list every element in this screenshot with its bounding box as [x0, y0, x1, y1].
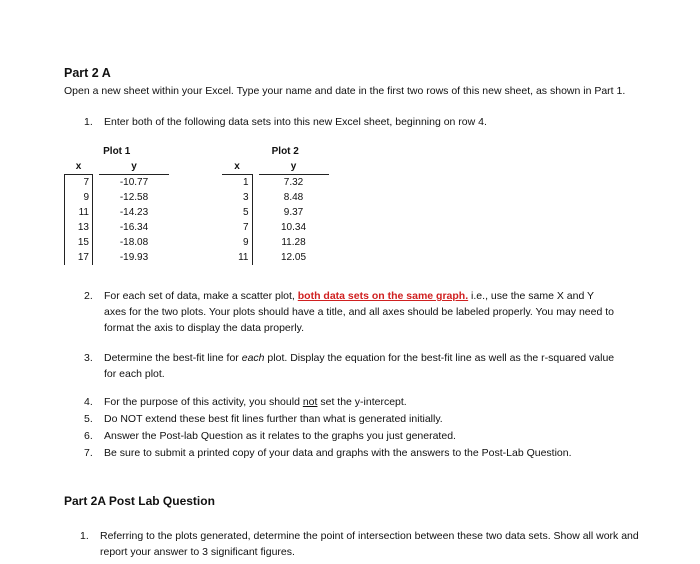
- item-text: Answer the Post-lab Question as it relates to the graphs you just generated.: [104, 430, 456, 442]
- plot2-x-header: x: [222, 159, 252, 175]
- table-row: [222, 235, 329, 250]
- plot1-y-header: y: [99, 159, 169, 175]
- instruction-item-5: [84, 411, 644, 427]
- y-value-cell: -18.08: [119, 237, 149, 248]
- part-title: Part 2 A: [64, 66, 111, 80]
- item-text: Do NOT extend these best fit lines further than what is generated initially.: [104, 413, 443, 425]
- plot2-caption: Plot 2: [271, 146, 299, 157]
- table-row: [65, 220, 170, 235]
- emphasis-text: not: [302, 396, 318, 408]
- plot1-table: [64, 144, 169, 265]
- y-value-cell: -19.93: [119, 252, 149, 263]
- y-value-cell: -10.77: [119, 177, 149, 188]
- item-text: Be sure to submit a printed copy of your data and graphs with the answers to the Post-Lab Question.: [104, 447, 572, 459]
- item-text: For each set of data, make a scatter plot,: [104, 290, 298, 302]
- x-value-cell: 1: [222, 175, 252, 191]
- y-value-cell: 7.32: [283, 177, 304, 188]
- x-value-cell: 11: [65, 205, 93, 220]
- instruction-item-6: [84, 428, 644, 444]
- instruction-item-7: [84, 445, 664, 461]
- item-number: 1.: [80, 530, 89, 542]
- instruction-item-2: [84, 288, 614, 336]
- item-number: 1.: [84, 116, 93, 128]
- x-value-cell: 3: [222, 190, 252, 205]
- table-row: [65, 205, 170, 220]
- y-value-cell: 10.34: [280, 222, 307, 233]
- item-text: Determine the best-fit line for: [104, 352, 242, 364]
- x-value-cell: 5: [222, 205, 252, 220]
- plot2-y-header: y: [259, 159, 329, 175]
- instruction-item-3: [84, 350, 624, 382]
- y-value-cell: -12.58: [119, 192, 149, 203]
- y-value-cell: 12.05: [280, 252, 307, 263]
- emphasis-text: each: [241, 352, 265, 364]
- instruction-item-4: [84, 394, 644, 410]
- table-row: [65, 235, 170, 250]
- table-row: [222, 250, 329, 265]
- x-value-cell: 15: [65, 235, 93, 250]
- table-row: [65, 250, 170, 265]
- table-row: [222, 175, 329, 191]
- x-value-cell: 11: [222, 250, 252, 265]
- item-number: 3.: [84, 352, 93, 364]
- table-row: [65, 175, 170, 191]
- post-lab-title: Part 2A Post Lab Question: [64, 494, 215, 508]
- plot1-caption: Plot 1: [103, 146, 131, 157]
- item-number: 7.: [84, 447, 93, 459]
- y-value-cell: -16.34: [119, 222, 149, 233]
- instruction-item-1: [84, 114, 644, 130]
- table-row: [222, 220, 329, 235]
- plot2-table: [222, 144, 329, 265]
- item-number: 4.: [84, 396, 93, 408]
- highlighted-text: both data sets on the same graph.: [297, 290, 469, 302]
- table-row: [65, 190, 170, 205]
- item-text: Enter both of the following data sets into this new Excel sheet, beginning on row 4.: [104, 116, 487, 128]
- item-number: 6.: [84, 430, 93, 442]
- intro-text: Open a new sheet within your Excel. Type your name and date in the first two rows of this new sheet, as shown in Part 1.: [64, 85, 626, 97]
- item-text: Referring to the plots generated, determine the point of intersection between these two data sets. Show all work and report your answer to 3 significant figures.: [100, 530, 639, 558]
- y-value-cell: 8.48: [283, 192, 304, 203]
- x-value-cell: 7: [65, 175, 93, 191]
- table-row: [222, 190, 329, 205]
- x-value-cell: 9: [65, 190, 93, 205]
- item-number: 2.: [84, 290, 93, 302]
- post-lab-item-1: [80, 528, 650, 560]
- plot1-x-header: x: [65, 159, 93, 175]
- table-row: [222, 205, 329, 220]
- x-value-cell: 9: [222, 235, 252, 250]
- item-text: i.e., use the same X and Y axes for the two plots. Your plots should have a title, and all axes should be labeled properly. You may need to format the axis to display the data properly.: [104, 290, 614, 334]
- y-value-cell: 11.28: [281, 237, 306, 248]
- item-number: 5.: [84, 413, 93, 425]
- x-value-cell: 17: [65, 250, 93, 265]
- x-value-cell: 7: [222, 220, 252, 235]
- item-text: set the y-intercept.: [317, 396, 407, 408]
- item-text: plot. Display the equation for the best-fit line as well as the r-squared value for each plot.: [104, 352, 615, 380]
- y-value-cell: 9.37: [283, 207, 304, 218]
- x-value-cell: 13: [65, 220, 93, 235]
- item-text: For the purpose of this activity, you should: [104, 396, 303, 408]
- y-value-cell: -14.23: [119, 207, 149, 218]
